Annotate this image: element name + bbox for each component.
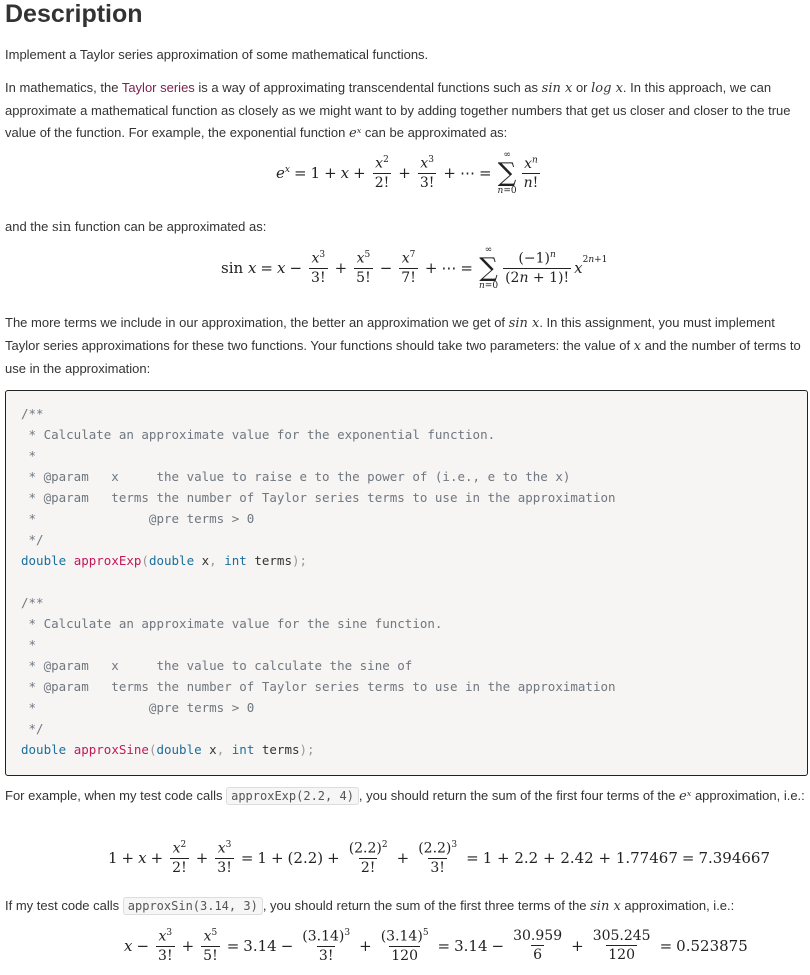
approx-exp-signature: double approxExp(double x, int terms); bbox=[21, 553, 308, 568]
inline-code-approx-sin: approxSin(3.14, 3) bbox=[123, 897, 263, 915]
code-param: x bbox=[209, 742, 217, 757]
math-sin: sin bbox=[52, 220, 72, 235]
page-heading: Description bbox=[5, 0, 143, 28]
math-sin-x: sin x bbox=[590, 899, 621, 914]
eq-denominator: 120 bbox=[608, 947, 635, 964]
code-keyword: double bbox=[148, 553, 195, 568]
text-span: can be approximated as: bbox=[361, 125, 508, 140]
text-span: The more terms we include in our approximation, the better an approximation we get of bbox=[5, 315, 509, 330]
code-comment: */ bbox=[21, 721, 44, 736]
code-listing bbox=[21, 403, 792, 760]
text-span: and the number of terms to use in the approximation: bbox=[5, 338, 801, 376]
sin-intro-paragraph bbox=[5, 216, 810, 239]
text-span: function can be approximated as: bbox=[71, 219, 267, 234]
code-block bbox=[5, 390, 808, 776]
eq-value: (3.14) bbox=[380, 928, 423, 945]
exp-example-equation: 1 + x + $\frac{x^2}{2!}$ + $\frac{x^3}{3!}$ = 1 + (2.2) + $\frac{(2.2)^2}{2!}$ + $\frac{(2.2)^3}{3!}$ = 1 + 2.2 + 2.42 + 1.77467 = 7.394667 bbox=[108, 840, 771, 876]
text-span: or bbox=[572, 80, 592, 95]
taylor-intro-paragraph bbox=[5, 77, 810, 145]
assignment-paragraph bbox=[5, 312, 810, 380]
text-span: If my test code calls bbox=[5, 898, 123, 913]
code-function-name: approxSine bbox=[73, 742, 149, 757]
code-comment: * @pre terms > 0 bbox=[21, 700, 255, 715]
eq-value: (2.2) bbox=[418, 840, 452, 857]
eq-denominator: 3! bbox=[318, 947, 334, 964]
math-log-x: log x bbox=[591, 81, 623, 96]
code-param: terms bbox=[254, 553, 292, 568]
sin-example-paragraph bbox=[5, 895, 810, 918]
math-sin-x: sin x bbox=[541, 81, 573, 96]
text-span: and the bbox=[5, 219, 52, 234]
math-e-x: eˣ bbox=[679, 789, 692, 804]
intro-text: Implement a Taylor series approximation of some mathematical functions. bbox=[5, 47, 429, 62]
code-keyword: double bbox=[21, 742, 67, 757]
code-keyword: int bbox=[231, 742, 255, 757]
eq-result: 7.394667 bbox=[698, 848, 771, 867]
code-comment: * @param terms the number of Taylor series terms to use in the approximation bbox=[21, 490, 616, 505]
eq-value: (2.2) bbox=[348, 840, 382, 857]
taylor-series-link[interactable]: Taylor series bbox=[121, 80, 195, 95]
text-span: For example, when my test code calls bbox=[5, 788, 227, 803]
code-comment: /** bbox=[21, 406, 44, 421]
math-x: x bbox=[633, 339, 642, 354]
sin-series-equation: sin x = x − $\frac{x^3}{3!}$ + $\frac{x^5}{5!}$ − $\frac{x^7}{7!}$ + ⋯ = ∞ ∑ n=0 $\frac{(-1)^n}{(2n + 1)!}$ x $^{2n +1}$ bbox=[221, 245, 608, 291]
code-blank-line bbox=[21, 571, 792, 592]
code-comment: /** bbox=[21, 595, 44, 610]
code-function-name: approxExp bbox=[73, 553, 142, 568]
code-param: terms bbox=[261, 742, 300, 757]
code-comment: * @param x the value to raise e to the power of (i.e., e to the x) bbox=[21, 469, 571, 484]
text-span: approximation, i.e.: bbox=[691, 788, 805, 803]
eq-numerator: 305.245 bbox=[592, 928, 651, 945]
sin-example-equation: x − $\frac{x^3}{3!}$ + $\frac{x^5}{5!}$ = 3.14 − $\frac{(3.14)^3}{3!}$ + $\frac{(3.14)^5}{120}$ = 3.14 − $\frac{30.959}{6}$ + $\frac{305.245}{120}$ = 0.523875 bbox=[124, 928, 748, 964]
code-comment: */ bbox=[21, 532, 44, 547]
exp-example-paragraph bbox=[5, 785, 810, 808]
text-span: . In this approach, we can approximate a mathematical function as closely as we might want to by adding together numbers that get us closer and closer to the true value of the function. For example, the exponential function bbox=[5, 80, 791, 140]
eq-value: 3.14 bbox=[454, 936, 488, 955]
math-sin-x: sin x bbox=[508, 316, 540, 331]
inline-code-approx-exp: approxExp(2.2, 4) bbox=[226, 787, 359, 805]
exp-series-equation: $e^x$ = 1 + x + $\frac{x^2}{2!}$ + $\frac{x^3}{3!}$ + ⋯ = ∞ ∑ n=0 $\frac{x^n}{n!}$ bbox=[276, 150, 539, 196]
eq-value: 3.14 bbox=[243, 936, 277, 955]
text-span: is a way of approximating transcendental functions such as bbox=[194, 80, 542, 95]
eq-sum: 1 + 2.2 + 2.42 + 1.77467 bbox=[482, 848, 678, 867]
eq-numerator: 30.959 bbox=[513, 928, 563, 945]
code-param: x bbox=[201, 553, 210, 568]
code-keyword: int bbox=[224, 553, 247, 568]
text-span: approximation, i.e.: bbox=[620, 898, 735, 913]
eq-denominator: 120 bbox=[391, 947, 418, 964]
code-comment: * Calculate an approximate value for the sine function. bbox=[21, 616, 443, 631]
approx-sine-signature: double approxSine(double x, int terms); bbox=[21, 742, 315, 757]
text-span: . In this assignment, you must implement Taylor series approximations for these two functions. Your functions should take two parameters: the value of bbox=[5, 315, 775, 353]
code-comment: * Calculate an approximate value for the exponential function. bbox=[21, 427, 496, 442]
code-comment: * @pre terms > 0 bbox=[21, 511, 255, 526]
eq-value: (2.2) bbox=[287, 848, 324, 867]
eq-denominator: 6 bbox=[533, 947, 543, 964]
eq-result: 0.523875 bbox=[676, 936, 748, 955]
code-comment: * bbox=[21, 448, 37, 463]
text-span: In mathematics, the bbox=[5, 80, 122, 95]
code-comment: * @param terms the number of Taylor series terms to use in the approximation bbox=[21, 679, 616, 694]
text-span: , you should return the sum of the first three terms of the bbox=[262, 898, 591, 913]
code-comment: * @param x the value to calculate the sine of bbox=[21, 658, 413, 673]
code-keyword: double bbox=[21, 553, 67, 568]
code-keyword: double bbox=[156, 742, 202, 757]
text-span: , you should return the sum of the first four terms of the bbox=[358, 788, 680, 803]
math-e-x: eˣ bbox=[349, 126, 362, 141]
code-comment: * bbox=[21, 637, 37, 652]
eq-value: (3.14) bbox=[302, 928, 345, 945]
